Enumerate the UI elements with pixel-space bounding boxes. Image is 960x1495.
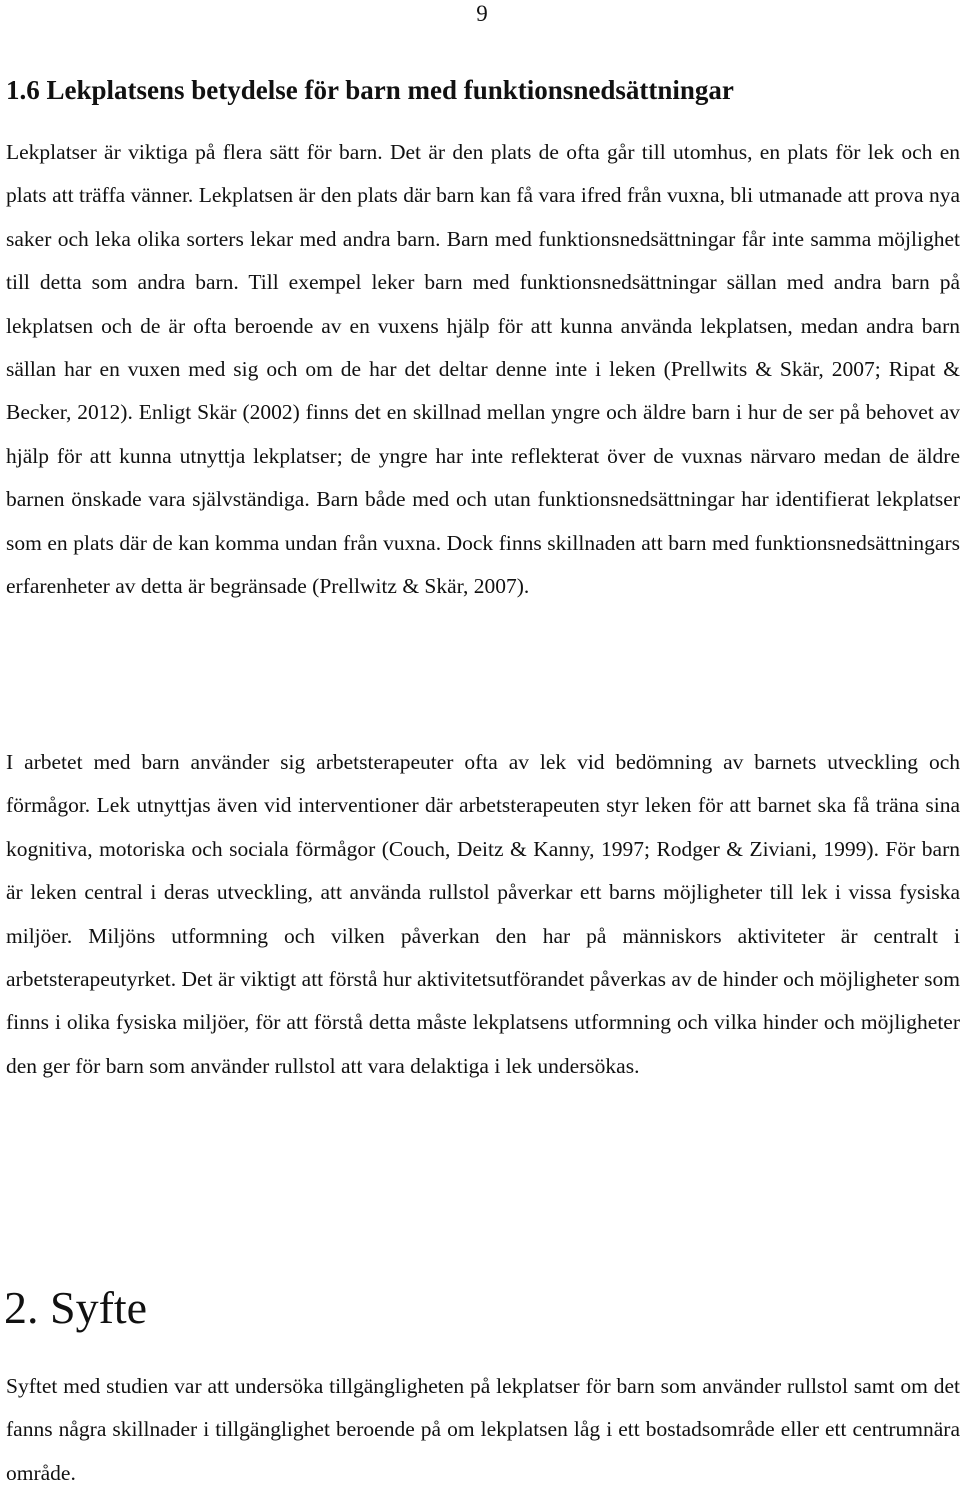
page-number: 9 [476, 1, 488, 26]
body-paragraph: Lekplatser är viktiga på flera sätt för barn. Det är den plats de ofta går till utomhus, en plats för lek och en plats att träffa vänner. Lekplatsen är den plats där barn kan få vara ifred från vuxna, bli utmanade att prova nya saker och leka olika sorters lekar med andra barn. Barn med funktionsnedsättningar får inte samma möjlighet till detta som andra barn. Till exempel leker barn med funktionsnedsättningar sällan med andra barn på lekplatsen och de är ofta beroende av en vuxens hjälp för att kunna använda lekplatsen, medan andra barn sällan har en vuxen med sig och om de har det deltar denne inte i leken (Prellwits & Skär, 2007; Ripat & Becker, 2012). Enligt Skär (2002) finns det en skillnad mellan yngre och äldre barn i hur de ser på behovet av hjälp för att kunna utnyttja lekplatser; de yngre har inte reflekterat över de vuxnas närvaro medan de äldre barnen önskade vara självständiga. Barn både med och utan funktionsnedsättningar har identifierat lekplatser som en plats där de kan komma undan från vuxna. Dock finns skillnaden att barn med funktionsnedsättningars erfarenheter av detta är begränsade (Prellwitz & Skär, 2007). [6, 140, 960, 599]
section-heading: 1.6 Lekplatsens betydelse för barn med funktionsnedsättningar [6, 75, 734, 105]
chapter-heading: 2. Syfte [4, 1282, 148, 1333]
purpose-paragraph: Syftet med studien var att undersöka tillgängligheten på lekplatser för barn som använder rullstol samt om det fanns några skillnader i tillgänglighet beroende på om lekplatsen låg i ett bostadsområde eller ett centrumnära område. [6, 1374, 960, 1485]
body-paragraph: I arbetet med barn använder sig arbetsterapeuter ofta av lek vid bedömning av barnets utveckling och förmågor. Lek utnyttjas även vid interventioner där arbetsterapeuten styr leken för att barnet ska få träna sina kognitiva, motoriska och sociala förmågor (Couch, Deitz & Kanny, 1997; Rodger & Ziviani, 1999). För barn är leken central i deras utveckling, att använda rullstol påverkar ett barns möjligheter till lek i vissa fysiska miljöer. Miljöns utformning och vilken påverkan den har på människors aktiviteter är centralt i arbetsterapeutyrket. Det är viktigt att förstå hur aktivitetsutförandet påverkas av de hinder och möjligheter som finns i olika fysiska miljöer, för att förstå detta måste lekplatsens utformning och vilka hinder och möjligheter den ger för barn som använder rullstol att vara delaktiga i lek undersökas. [6, 750, 960, 1078]
